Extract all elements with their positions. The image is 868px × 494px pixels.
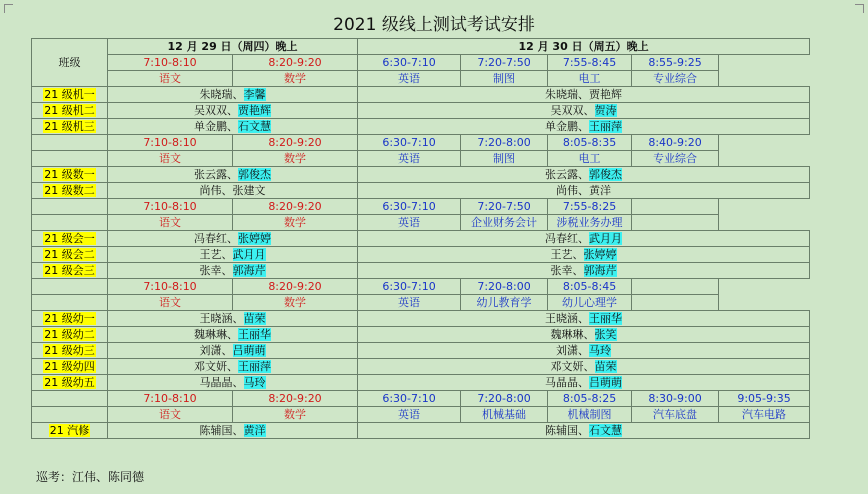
subject-row: [32, 151, 810, 167]
subject-cell: 语文: [108, 295, 233, 311]
class-row: [32, 87, 810, 103]
time-slot: 8:40-9:20: [632, 135, 719, 151]
subject-cell: 英语: [358, 71, 461, 87]
subject-cell: 语文: [108, 407, 233, 423]
invigilator-name: 王丽华: [238, 328, 271, 341]
class-row: [32, 247, 810, 263]
time-row: [32, 279, 810, 295]
subject-row: [32, 295, 810, 311]
time-slot: 6:30-7:10: [358, 199, 461, 215]
class-name-cell: [32, 231, 108, 247]
time-slot: 8:30-9:00: [632, 391, 719, 407]
class-name-cell: [32, 375, 108, 391]
invigilator-name: 朱晓瑞、: [545, 88, 590, 101]
invigilator-name: 郭俊杰: [589, 168, 623, 181]
subject-cell: [632, 215, 719, 231]
class-name-cell: [32, 119, 108, 135]
invigilator-name: 郭海芹: [232, 264, 266, 277]
day1-invigilators: [108, 103, 358, 119]
class-name-cell: [32, 359, 108, 375]
class-name: 21 级幼四: [44, 360, 95, 373]
time-slot: 7:20-8:00: [461, 135, 548, 151]
time-slot: 8:05-8:45: [548, 279, 632, 295]
time-slot: 8:20-9:20: [233, 199, 358, 215]
class-name: 21 级幼二: [44, 328, 95, 341]
class-name: 21 级会三: [44, 264, 95, 277]
class-name-cell: [32, 87, 108, 103]
day1-invigilators: [108, 247, 358, 263]
invigilator-name: 单金鹏、: [545, 120, 590, 133]
header-row: [32, 39, 810, 55]
class-row: [32, 167, 810, 183]
invigilator-name: 张婷婷: [583, 248, 617, 261]
class-row: [32, 359, 810, 375]
invigilator-name: 王丽华: [589, 312, 623, 325]
class-name: 21 级会二: [44, 248, 95, 261]
subject-row: [32, 215, 810, 231]
document-title: 2021 级线上测试考试安排: [333, 15, 535, 35]
class-name: 21 级幼一: [44, 312, 95, 325]
subject-cell: 机械制图: [548, 407, 632, 423]
invigilator-name: 张婷婷: [238, 232, 271, 245]
subject-cell: 数学: [233, 407, 358, 423]
time-slot: 6:30-7:10: [358, 279, 461, 295]
time-slot: 6:30-7:10: [358, 135, 461, 151]
subject-cell: 制图: [461, 71, 548, 87]
invigilator-name: 王艺、: [199, 248, 233, 261]
day2-invigilators: [358, 375, 810, 391]
invigilator-name: 张云露、: [194, 168, 238, 181]
day2-invigilators: [358, 119, 810, 135]
subject-cell: 数学: [233, 215, 358, 231]
day2-invigilators: [358, 183, 810, 199]
class-row: [32, 119, 810, 135]
day1-header: 12 月 29 日（周四）晚上: [108, 39, 358, 55]
class-name-cell: [32, 103, 108, 119]
day2-invigilators: [358, 87, 810, 103]
subject-cell: 数学: [233, 295, 358, 311]
class-row: [32, 327, 810, 343]
invigilator-name: 尚伟、: [556, 184, 590, 197]
invigilator-name: 陈辅国、: [545, 424, 590, 437]
invigilator-name: 邓文妍、: [194, 360, 238, 373]
day1-invigilators: [108, 119, 358, 135]
day1-invigilators: [108, 183, 358, 199]
invigilator-name: 吴双双、: [550, 104, 595, 117]
class-cell-empty: [32, 199, 108, 215]
day1-invigilators: [108, 343, 358, 359]
subject-cell: 数学: [233, 151, 358, 167]
class-row: [32, 183, 810, 199]
subject-cell: 企业财务会计: [461, 215, 548, 231]
invigilator-name: 张建文: [232, 184, 266, 197]
day2-invigilators: [358, 423, 810, 439]
day2-invigilators: [358, 343, 810, 359]
time-slot: 7:55-8:25: [548, 199, 632, 215]
time-slot: 7:10-8:10: [108, 55, 233, 71]
invigilator-name: 冯春红、: [545, 232, 590, 245]
day2-invigilators: [358, 231, 810, 247]
invigilator-name: 吕萌萌: [589, 376, 623, 389]
class-cell-empty: [32, 151, 108, 167]
class-name-cell: [32, 247, 108, 263]
invigilator-name: 吕萌萌: [232, 344, 266, 357]
day2-header: 12 月 30 日（周五）晚上: [358, 39, 810, 55]
time-slot: 7:55-8:45: [548, 55, 632, 71]
invigilator-name: 武月月: [232, 248, 266, 261]
subject-cell: 英语: [358, 295, 461, 311]
class-cell-empty: [32, 215, 108, 231]
invigilator-name: 冯春红、: [194, 232, 238, 245]
time-row: [32, 391, 810, 407]
day1-invigilators: [108, 167, 358, 183]
subject-cell: 电工: [548, 151, 632, 167]
day1-invigilators: [108, 263, 358, 279]
invigilator-name: 黄洋: [243, 424, 266, 437]
subject-cell: 专业综合: [632, 71, 719, 87]
day2-invigilators: [358, 247, 810, 263]
time-slot: 8:20-9:20: [233, 135, 358, 151]
invigilator-name: 吴双双、: [194, 104, 238, 117]
subject-cell: 幼儿心理学: [548, 295, 632, 311]
time-slot: 7:10-8:10: [108, 199, 233, 215]
subject-cell: 英语: [358, 151, 461, 167]
class-cell-empty: [32, 279, 108, 295]
day1-invigilators: [108, 311, 358, 327]
invigilator-name: 邓文妍、: [550, 360, 595, 373]
class-name-cell: [32, 183, 108, 199]
class-name-cell: [32, 263, 108, 279]
subject-cell: 数学: [233, 71, 358, 87]
day2-invigilators: [358, 327, 810, 343]
subject-cell: 专业综合: [632, 151, 719, 167]
invigilator-name: 张云露、: [545, 168, 590, 181]
time-slot: 9:05-9:35: [719, 391, 810, 407]
time-slot: 7:20-8:00: [461, 279, 548, 295]
subject-cell: 英语: [358, 215, 461, 231]
time-slot: [632, 279, 719, 295]
invigilator-name: 尚伟、: [199, 184, 233, 197]
invigilator-name: 刘潇、: [199, 344, 233, 357]
invigilator-name: 朱晓瑞、: [199, 88, 244, 101]
time-row: [32, 199, 810, 215]
time-slot: 8:05-8:35: [548, 135, 632, 151]
invigilator-name: 马晶晶、: [545, 376, 590, 389]
invigilator-name: 李馨: [243, 88, 266, 101]
time-slot: 7:20-7:50: [461, 55, 548, 71]
class-name-cell: [32, 343, 108, 359]
class-cell-empty: [32, 135, 108, 151]
class-label: 班级: [58, 56, 81, 69]
subject-row: [32, 407, 810, 423]
time-slot: 7:10-8:10: [108, 391, 233, 407]
time-slot: 8:20-9:20: [233, 391, 358, 407]
time-slot: 7:20-7:50: [461, 199, 548, 215]
invigilator-name: 王晓涵、: [199, 312, 244, 325]
invigilator-name: 马晶晶、: [199, 376, 244, 389]
time-row: [32, 55, 810, 71]
day1-invigilators: [108, 87, 358, 103]
time-slot: 8:55-9:25: [632, 55, 719, 71]
class-row: [32, 375, 810, 391]
invigilator-name: 王艺、: [550, 248, 584, 261]
class-name-cell: [32, 423, 108, 439]
invigilator-name: 苗荣: [594, 360, 617, 373]
time-slot: [632, 199, 719, 215]
class-row: [32, 103, 810, 119]
class-row: [32, 263, 810, 279]
subject-cell: 英语: [358, 407, 461, 423]
class-column-header: [32, 39, 108, 87]
invigilator-note: 巡考：江伟、陈同德: [36, 470, 145, 484]
invigilator-name: 郭海芹: [583, 264, 617, 277]
time-slot: 8:05-8:25: [548, 391, 632, 407]
class-name-cell: [32, 311, 108, 327]
subject-cell: 汽车电路: [719, 407, 810, 423]
class-name: 21 级机二: [44, 104, 95, 117]
class-name: 21 级数一: [44, 168, 95, 181]
time-slot: 7:20-8:00: [461, 391, 548, 407]
invigilator-name: 贾艳辉: [589, 88, 623, 101]
invigilator-name: 王丽萍: [238, 360, 271, 373]
invigilator-name: 王丽萍: [589, 120, 623, 133]
invigilator-name: 单金鹏、: [194, 120, 238, 133]
invigilator-name: 贾艳辉: [238, 104, 271, 117]
subject-cell: 语文: [108, 151, 233, 167]
class-name-cell: [32, 327, 108, 343]
invigilator-name: 陈辅国、: [199, 424, 244, 437]
day1-invigilators: [108, 231, 358, 247]
invigilator-name: 郭俊杰: [238, 168, 271, 181]
class-row: [32, 311, 810, 327]
invigilator-name: 张幸、: [199, 264, 233, 277]
subject-cell: 幼儿教育学: [461, 295, 548, 311]
class-name: 21 级机一: [44, 88, 95, 101]
class-name: 21 汽修: [49, 424, 90, 437]
class-row: [32, 423, 810, 439]
subject-cell: [632, 295, 719, 311]
subject-cell: 语文: [108, 215, 233, 231]
subject-cell: 汽车底盘: [632, 407, 719, 423]
class-row: [32, 343, 810, 359]
invigilator-name: 武月月: [589, 232, 623, 245]
invigilator-name: 马玲: [589, 344, 612, 357]
class-cell-empty: [32, 295, 108, 311]
class-name: 21 级幼五: [44, 376, 95, 389]
day2-invigilators: [358, 359, 810, 375]
time-slot: 6:30-7:10: [358, 391, 461, 407]
class-name: 21 级会一: [44, 232, 95, 245]
invigilator-name: 黄洋: [589, 184, 612, 197]
day2-invigilators: [358, 167, 810, 183]
class-cell-empty: [32, 407, 108, 423]
invigilator-name: 马玲: [243, 376, 266, 389]
invigilator-name: 苗荣: [243, 312, 266, 325]
subject-cell: 电工: [548, 71, 632, 87]
subject-cell: 涉税业务办理: [548, 215, 632, 231]
subject-row: [32, 71, 810, 87]
invigilator-name: 石文慧: [238, 120, 271, 133]
day1-invigilators: [108, 423, 358, 439]
subject-cell: 机械基础: [461, 407, 548, 423]
invigilator-name: 魏琳琳、: [194, 328, 238, 341]
subject-cell: 语文: [108, 71, 233, 87]
invigilator-name: 王晓涵、: [545, 312, 590, 325]
invigilator-name: 贺涛: [594, 104, 617, 117]
class-name: 21 级机三: [44, 120, 95, 133]
class-cell-empty: [32, 391, 108, 407]
time-slot: 7:10-8:10: [108, 279, 233, 295]
day2-invigilators: [358, 263, 810, 279]
time-slot: 6:30-7:10: [358, 55, 461, 71]
time-slot: 8:20-9:20: [233, 55, 358, 71]
invigilator-name: 石文慧: [589, 424, 623, 437]
day1-invigilators: [108, 359, 358, 375]
class-name: 21 级幼三: [44, 344, 95, 357]
class-row: [32, 231, 810, 247]
invigilator-name: 魏琳琳、: [550, 328, 595, 341]
time-row: [32, 135, 810, 151]
invigilator-name: 刘潇、: [556, 344, 590, 357]
invigilator-name: 张笑: [594, 328, 617, 341]
subject-cell: 制图: [461, 151, 548, 167]
class-name: 21 级数二: [44, 184, 95, 197]
exam-schedule-table: [31, 38, 810, 439]
day1-invigilators: [108, 375, 358, 391]
invigilator-name: 张幸、: [550, 264, 584, 277]
day2-invigilators: [358, 103, 810, 119]
class-name-cell: [32, 167, 108, 183]
day2-invigilators: [358, 311, 810, 327]
time-slot: 7:10-8:10: [108, 135, 233, 151]
day1-invigilators: [108, 327, 358, 343]
time-slot: 8:20-9:20: [233, 279, 358, 295]
